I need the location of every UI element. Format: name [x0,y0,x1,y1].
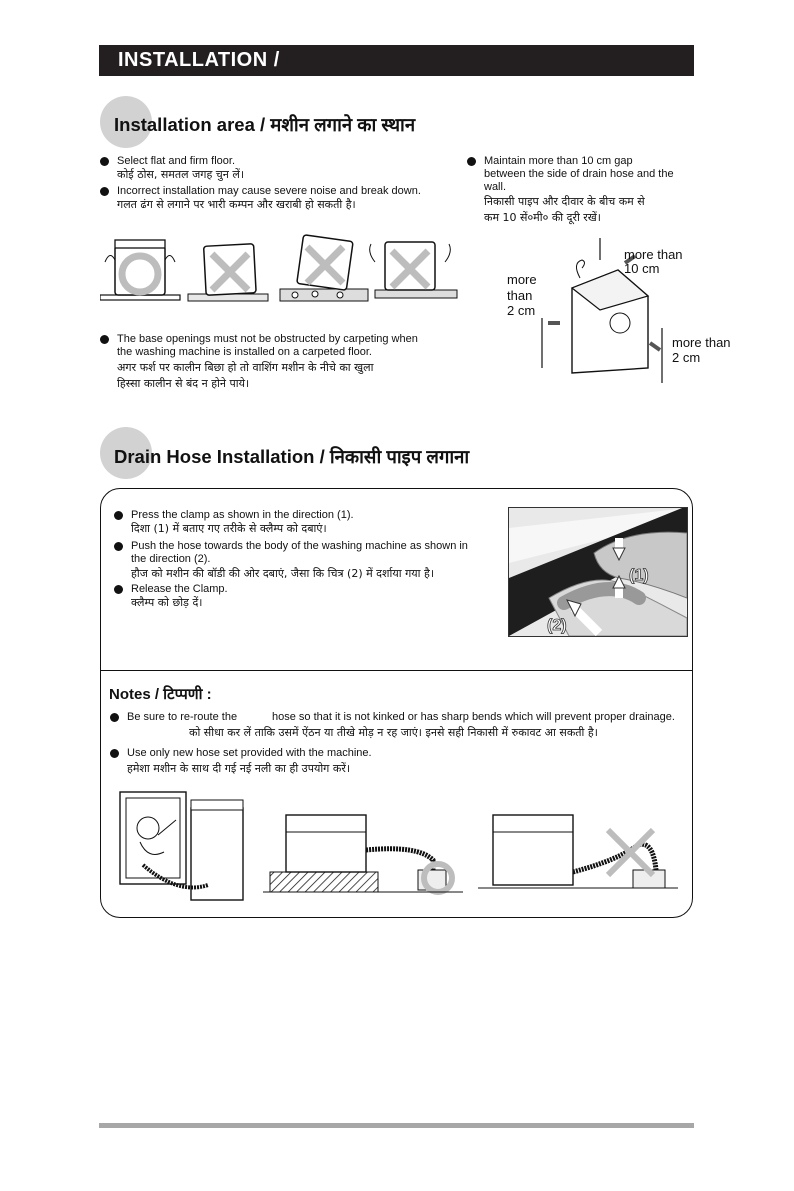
photo-label-1: (1) [629,567,649,584]
gap-label-left: more [507,272,537,287]
section-title-drain-hose: Drain Hose Installation / निकासी पाइप लगाना [114,446,470,467]
bullet-icon [100,157,109,166]
photo-label-2: (2) [547,617,567,634]
note-text-hindi: हमेशा मशीन के साथ दी गई नई नली का ही उपयोग करें। [127,762,350,775]
bullet-text: the washing machine is installed on a carpeted floor. [117,346,372,358]
gap-label-left: than [507,288,533,303]
step-text: Push the hose towards the body of the washing machine as shown in [131,540,468,552]
step-text-hindi: हौज को मशीन की बॉडी की ओर दबाएं, जैसा कि चित्र (2) में दर्शाया गया है। [131,567,435,580]
gap-label-right: 2 cm [672,350,701,365]
step-text: Release the Clamp. [131,583,228,595]
bullet-text: Maintain more than 10 cm gap [484,155,633,167]
step-text: Press the clamp as shown in the direction (1). [131,509,354,521]
bullet-text: The base openings must not be obstructed by carpeting when [117,333,418,345]
bullet-text: Incorrect installation may cause severe noise and break down. [117,185,421,197]
floor-illustration [100,232,462,307]
clamp-photo [508,507,688,637]
bullet-text-hindi: निकासी पाइप और दीवार के बीच कम से [484,195,645,208]
gap-label-top: more than [624,247,683,262]
bullet-text: wall. [484,181,507,193]
gap-label-top: 10 cm [624,261,660,276]
notes-title: Notes / टिप्पणी : [109,686,212,703]
bullet-text-hindi: अगर फर्श पर कालीन बिछा हो तो वाशिंग मशीन के नीचे का खुला [117,361,374,374]
bullet-text-hindi: कोई ठोस, समतल जगह चुन लें। [117,168,245,181]
gap-label-right: more than [672,335,731,350]
gap-label-left: 2 cm [507,303,536,318]
bullet-icon [110,749,119,758]
page-title: INSTALLATION / [118,49,280,71]
bullet-text: Select flat and firm floor. [117,155,235,167]
section-title-installation-area: Installation area / मशीन लगाने का स्थान [114,114,416,135]
bullet-icon [110,713,119,722]
bullet-icon [114,542,123,551]
note-text: Be sure to re-route the [127,711,238,723]
step-text-hindi: दिशा (1) में बताए गए तरीके से क्लैम्प को दबाएं। [131,522,327,535]
bullet-text-hindi: गलत ढंग से लगाने पर भारी कम्पन और खराबी हो सकती है। [117,198,356,211]
footer-rule [99,1123,694,1128]
note-text: hose so that it is not kinked or has sharp bends which will prevent proper drainage. [272,711,675,723]
panel-divider [101,670,692,671]
bullet-icon [100,335,109,344]
bullet-icon [100,187,109,196]
step-text: the direction (2). [131,553,211,565]
bullet-icon [467,157,476,166]
bullet-icon [114,585,123,594]
bullet-icon [114,511,123,520]
bullet-text-hindi: हिस्सा कालीन से बंद न होने पाये। [117,377,250,390]
note-text-hindi: को सीधा कर लें ताकि उसमें ऐंठन या तीखे मोड़ न रह जाएं। इनसे सही निकासी में रुकावट आ सकती है। [189,726,598,739]
step-text-hindi: क्लैम्प को छोड़ दें। [131,596,203,609]
note-text: Use only new hose set provided with the machine. [127,747,372,759]
hose-routing-illustration [118,790,678,905]
bullet-text: between the side of drain hose and the [484,168,674,180]
bullet-text-hindi: कम 10 सें०मी० की दूरी रखें। [484,211,601,224]
